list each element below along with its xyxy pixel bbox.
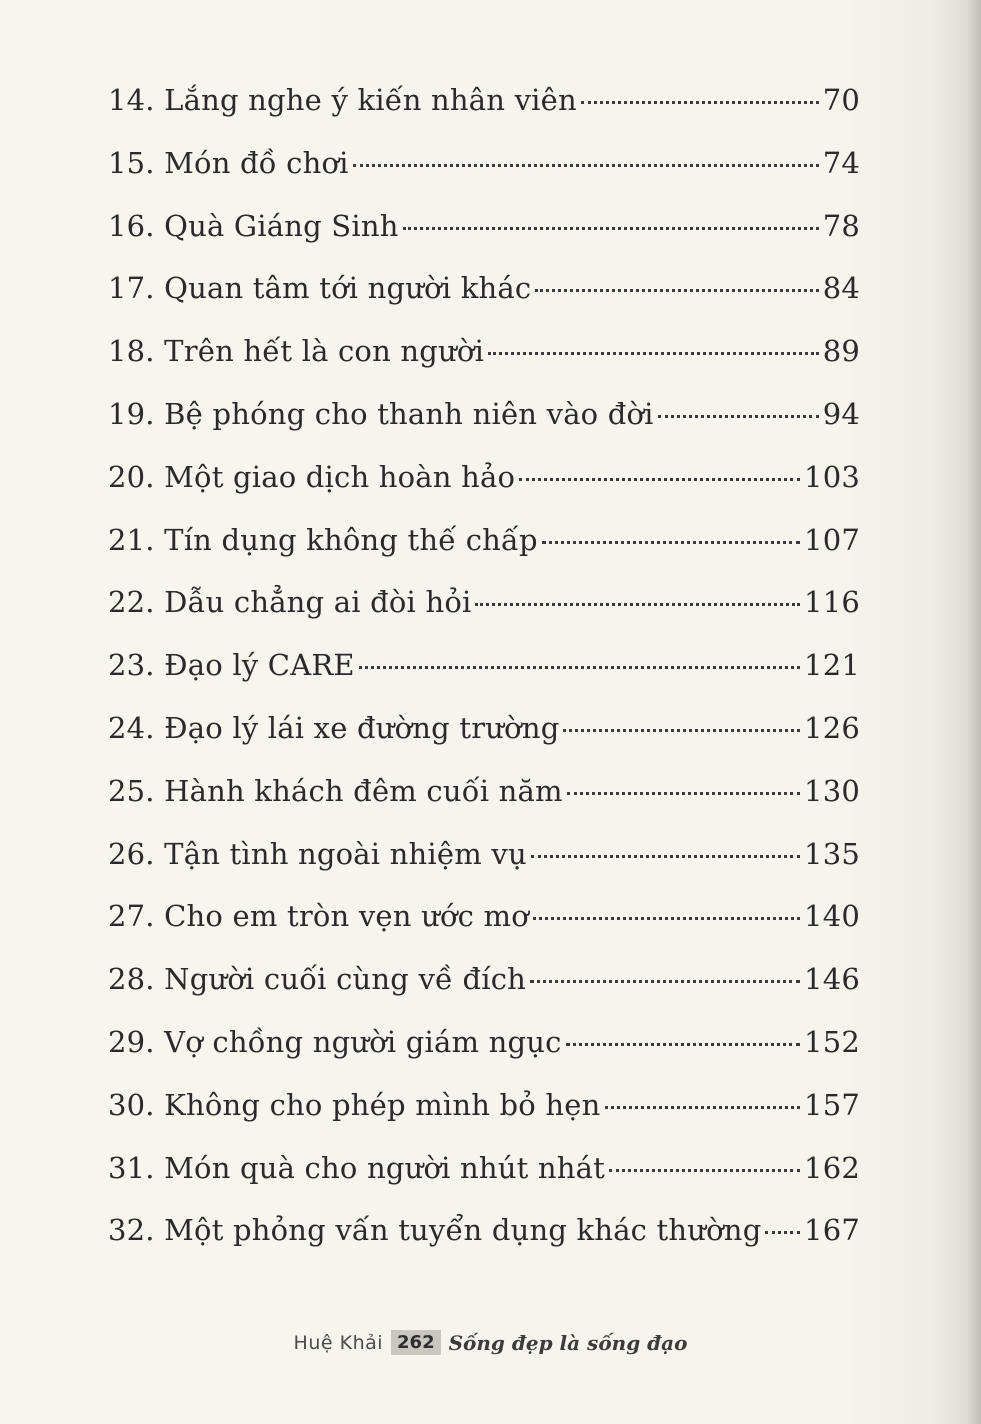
dot-leader [658,415,819,418]
toc-entry [108,271,860,334]
toc-entry-page: 146 [804,962,860,997]
toc-entry-title: Món quà cho người nhút nhát [164,1150,606,1185]
toc-entry-page: 162 [804,1150,860,1185]
toc-entry-number: 15. [108,145,155,180]
page-footer [0,1330,981,1355]
toc-entry [108,899,860,962]
toc-entry-title: Tận tình ngoài nhiệm vụ [164,836,527,871]
toc-entry-number: 23. [108,648,155,683]
toc-entry-number: 32. [108,1213,155,1248]
toc-entry-page: 94 [822,396,860,431]
toc-entry-title: Quan tâm tới người khác [164,271,532,306]
toc-entry-number: 27. [108,899,155,934]
dot-leader [581,101,819,104]
toc-entry-number: 29. [108,1024,155,1059]
toc-entry-page: 116 [804,585,860,620]
toc-entry-page: 103 [804,459,860,494]
dot-leader [609,1169,800,1172]
page-edge-shadow [967,0,981,1424]
toc-entry [108,146,860,209]
toc-entry-number: 21. [108,522,155,557]
toc-entry-number: 30. [108,1087,155,1122]
toc-entry-title: Bệ phóng cho thanh niên vào đời [164,396,654,431]
toc-entry [108,648,860,711]
dot-leader [359,666,800,669]
toc-entry-page: 84 [822,271,860,306]
toc-entry-title: Đạo lý lái xe đường trường [164,710,560,745]
toc-entry-title: Dẫu chẳng ai đòi hỏi [164,585,472,620]
toc-entry-page: 130 [804,773,860,808]
dot-leader [567,792,800,795]
toc-entry-number: 19. [108,396,155,431]
toc-entry-title: Trên hết là con người [164,334,485,369]
toc-entry-title: Quà Giáng Sinh [164,208,399,243]
toc-entry-number: 28. [108,962,155,997]
toc-entry [108,334,860,397]
toc-entry-number: 16. [108,208,155,243]
dot-leader [542,541,800,544]
toc-entry-number: 26. [108,836,155,871]
toc-entry-page: 89 [822,334,860,369]
toc-entry-title: Người cuối cùng về đích [164,962,527,997]
dot-leader [566,1043,800,1046]
footer-author: Huệ Khải [293,1331,384,1354]
toc-entry [108,523,860,586]
toc-entry [108,837,860,900]
dot-leader [605,1106,801,1109]
toc-entry [108,1151,860,1214]
toc-entry-title: Cho em tròn vẹn ước mơ [164,899,529,934]
dot-leader [403,227,819,230]
toc-entry-page: 121 [804,648,860,683]
toc-entry-page: 70 [822,83,860,117]
toc-entry-number: 17. [108,271,155,306]
toc-entry [108,585,860,648]
toc-entry-title: Đạo lý CARE [164,648,355,683]
toc-entry [108,1025,860,1088]
toc-entry-number: 25. [108,773,155,808]
toc-entry [108,774,860,837]
toc-entry [108,1088,860,1151]
dot-leader [488,352,819,355]
dot-leader [519,478,800,481]
footer-page-number: 262 [391,1330,441,1355]
toc-entry-page: 78 [822,208,860,243]
toc-entry-number: 18. [108,334,155,369]
toc-entry [108,1213,860,1276]
toc-entry-title: Tín dụng không thế chấp [164,522,538,557]
toc-entry [108,962,860,1025]
toc-entry [108,397,860,460]
dot-leader [531,855,800,858]
toc-entry-page: 167 [804,1213,860,1248]
toc-entry-page: 140 [804,899,860,934]
dot-leader [535,289,818,292]
table-of-contents [108,83,860,1276]
toc-entry-page: 74 [822,145,860,180]
toc-entry-number: 20. [108,459,155,494]
toc-entry-title: Vợ chồng người giám ngục [164,1024,562,1059]
dot-leader [765,1231,800,1234]
toc-entry-page: 107 [804,522,860,557]
toc-entry-number: 22. [108,585,155,620]
toc-entry [108,209,860,272]
dot-leader [530,980,800,983]
toc-entry-page: 126 [804,710,860,745]
toc-entry [108,711,860,774]
dot-leader [563,729,800,732]
toc-entry-title: Hành khách đêm cuối năm [164,773,563,808]
toc-entry-title: Một phỏng vấn tuyển dụng khác thường [164,1213,762,1248]
toc-entry-page: 135 [804,836,860,871]
toc-entry [108,83,860,146]
toc-entry-number: 24. [108,710,155,745]
toc-entry-page: 152 [804,1024,860,1059]
toc-entry-title: Một giao dịch hoàn hảo [164,459,516,494]
toc-entry-number: 31. [108,1150,155,1185]
toc-entry [108,460,860,523]
dot-leader [533,917,800,920]
toc-entry-page: 157 [804,1087,860,1122]
toc-entry-title: Không cho phép mình bỏ hẹn [164,1087,601,1122]
dot-leader [353,164,819,167]
toc-entry-title: Món đồ chơi [164,145,349,180]
toc-entry-number: 14. [108,83,155,117]
toc-entry-title: Lắng nghe ý kiến nhân viên [164,83,577,117]
footer-book-title: Sống đẹp là sống đạo [448,1330,688,1355]
dot-leader [475,603,800,606]
